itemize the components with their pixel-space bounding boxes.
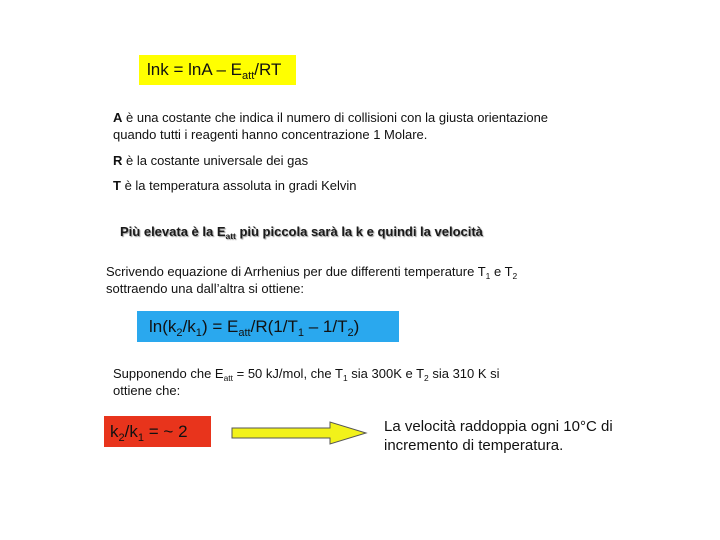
right-arrow-icon	[230, 420, 370, 446]
definition-t: T è la temperatura assoluta in gradi Kelvin	[113, 178, 357, 193]
definition-r: R è la costante universale dei gas	[113, 153, 309, 168]
rate-ratio-result: $k_2/k_1$ = ~ 2	[104, 416, 211, 447]
two-temperature-formula: $\ln(k_2/k_1) = E_{att}/R(1/T_1 - 1/T_2)$	[137, 311, 399, 342]
definition-a: A è una costante che indica il numero di collisioni con la giusta orientazione quando tutti i reagenti hanno concentrazione 1 Molare.	[113, 110, 549, 142]
arrhenius-two-temperatures-text: Scrivendo equazione di Arrhenius per due differenti temperature $T_1$ e $T_2$ sottraendo una dall’altra si ottiene:	[106, 264, 518, 296]
arrhenius-log-formula: $\ln k = \ln A - E_{att}/RT$	[139, 55, 296, 85]
example-assumption-text: Supponendo che $E_{att} = 50$ kJ/mol, che $T_1$ sia 300K e $T_2$ sia 310 K si ottiene che:	[113, 366, 500, 398]
activation-energy-statement: Più elevata è la $E_{att}$ più piccola sarà la k e quindi la velocità	[120, 224, 483, 241]
conclusion-text: La velocità raddoppia ogni 10°C di incremento di temperatura.	[384, 418, 613, 454]
